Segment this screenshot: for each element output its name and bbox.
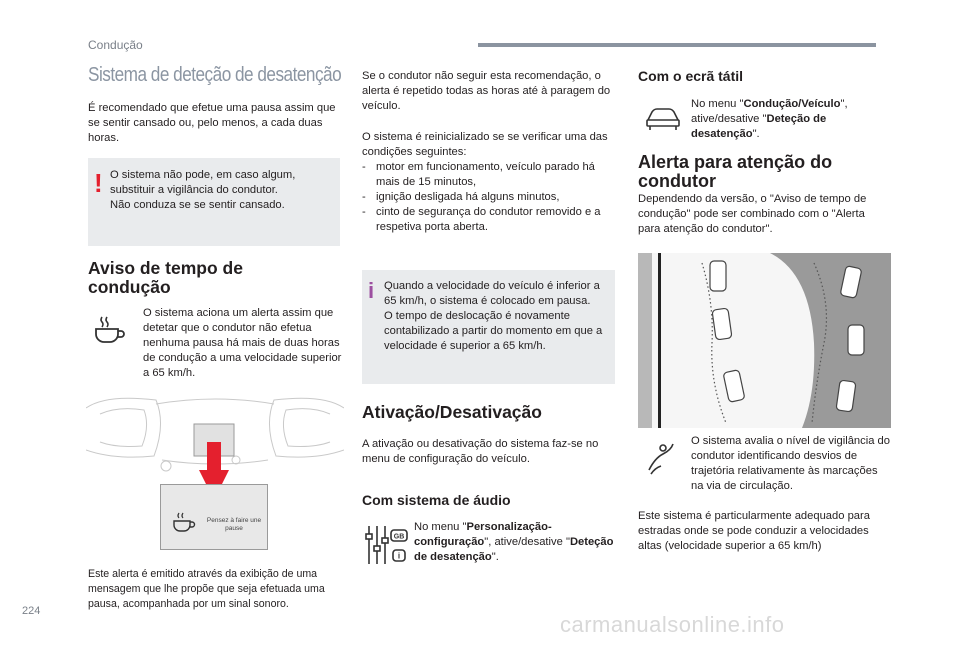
car-icon (645, 106, 681, 132)
gb-label: GB (393, 533, 405, 541)
intro-text: É recomendado que efetue uma pausa assim que se sentir cansado ou, pelo menos, a cada duas horas. (88, 102, 336, 144)
coffee-cup-icon (92, 314, 128, 344)
info-box (362, 270, 615, 384)
alert-caption: Este alerta é emitido através da exibição de uma mensagem que lhe propõe que seja efetuada uma pausa, acompanhada por um sinal sonoro. (88, 568, 325, 610)
vigilance-text: O sistema avalia o nível de vigilância do condutor identificando desvios de trajetória relativamente às marcações na via de circulação. (691, 435, 890, 492)
lane-keeping-icon (645, 440, 677, 476)
list-item: - motor em funcionamento, veículo parado há mais de 15 minutos, (362, 161, 595, 188)
section-label: Condução (88, 38, 143, 52)
list-item: - ignição desligada há alguns minutos, (362, 191, 560, 203)
col2-para2: O sistema é reinicializado se se verificar uma das condições seguintes: (362, 131, 608, 158)
audio-menu-instructions: No menu "Personalização-configuração", ative/desative "Deteção de desatenção". (414, 521, 614, 563)
svg-text:i: i (397, 551, 401, 561)
section-heading-driving-time: Aviso de tempo de condução (88, 258, 243, 297)
warning-text-2: Não conduza se se sentir cansado. (110, 199, 285, 211)
warning-box (88, 158, 340, 246)
audio-system-heading: Com sistema de áudio (362, 492, 511, 508)
closing-text: Este sistema é particularmente adequado para estradas onde se pode conduzir a velocidades altas (velocidade superior a 65 km/h) (638, 510, 870, 552)
activation-heading: Ativação/Desativação (362, 402, 542, 422)
list-item: - cinto de segurança do condutor removido e a respetiva porta aberta. (362, 206, 601, 233)
info-text-1: Quando a velocidade do veículo é inferior a 65 km/h, o sistema é colocado em pausa. (384, 280, 600, 307)
warning-text-1: O sistema não pode, em caso algum, substituir a vigilância do condutor. (110, 169, 296, 196)
page-number: 224 (22, 605, 41, 617)
reset-conditions-list (362, 160, 617, 235)
page-title: Sistema de deteção de desatenção (88, 64, 342, 86)
display-message: Pensez à faire une pause (206, 517, 262, 532)
cluster-display-closeup (160, 484, 268, 550)
activation-text: A ativação ou desativação do sistema faz-se no menu de configuração do veículo. (362, 438, 599, 465)
info-text-2: O tempo de deslocação é novamente contabilizado a partir do momento em que a velocidade é superior a 65 km/h. (384, 310, 603, 352)
audio-settings-icon (364, 524, 410, 568)
header-bar (478, 43, 876, 47)
col2-para1: Se o condutor não seguir esta recomendação, o alerta é repetido todas as horas até à paragem do veículo. (362, 70, 611, 112)
driver-attention-heading: Alerta para atenção do condutor (638, 152, 833, 191)
lane-deviation-illustration (638, 253, 891, 428)
driver-attention-intro: Dependendo da versão, o "Aviso de tempo de condução" pode ser combinado com o "Alerta para atenção do condutor". (638, 193, 867, 235)
info-icon: i (368, 278, 375, 303)
touch-menu-instructions: No menu "Condução/Veículo", ative/desative "Deteção de desatenção". (691, 98, 848, 140)
warning-icon: ! (94, 168, 103, 198)
driving-time-text: O sistema aciona um alerta assim que detetar que o condutor não efetua nenhuma pausa há mais de duas horas de condução a uma velocidade superior a 65 km/h. (143, 307, 342, 379)
watermark: carmanualsonline.info (560, 612, 785, 637)
coffee-cup-icon (171, 511, 197, 535)
touchscreen-heading: Com o ecrã tátil (638, 68, 744, 84)
